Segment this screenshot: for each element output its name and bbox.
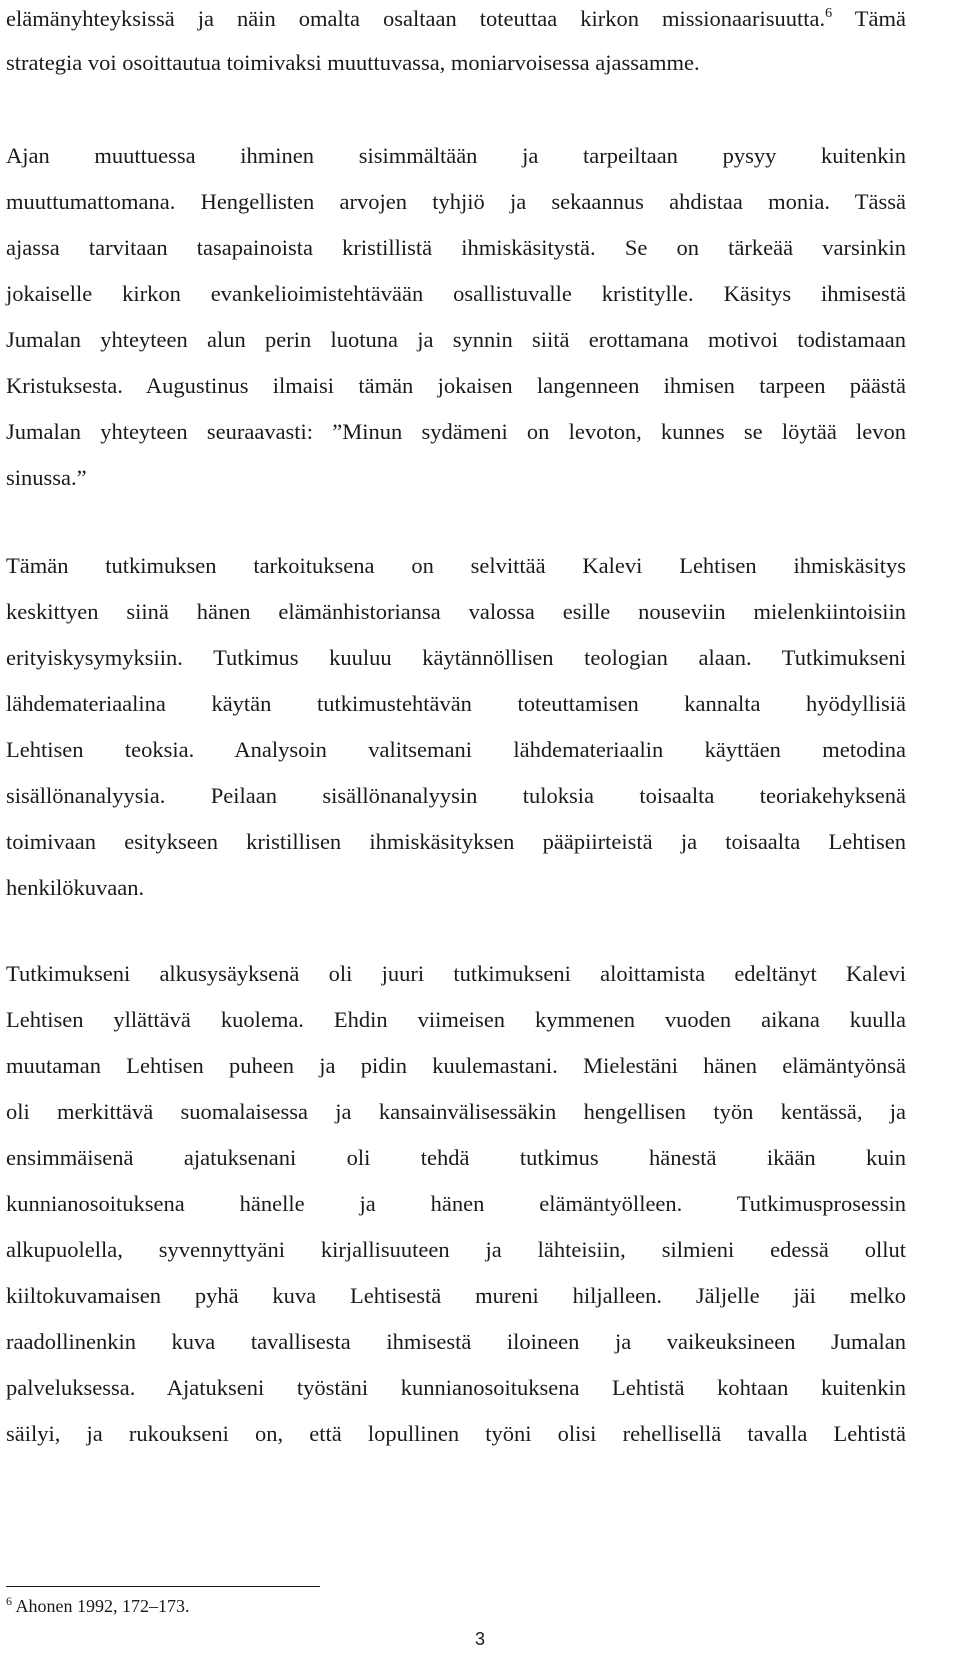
paragraph-line: sinussa.” [6,465,87,490]
paragraph-line: sisällönanalyysia. Peilaan sisällönanalyysin tuloksia toisaalta teoriakehyksenä [6,783,906,808]
paragraph-line: alkupuolella, syvennyttyäni kirjallisuuteen ja lähteisiin, silmieni edessä ollut [6,1237,906,1262]
paragraph-line: erityiskysymyksiin. Tutkimus kuuluu käytännöllisen teologian alaan. Tutkimukseni [6,645,906,670]
page-number: 3 [474,1629,485,1649]
paragraph-line: muuttumattomana. Hengellisten arvojen tyhjiö ja sekaannus ahdistaa monia. Tässä [6,189,906,214]
paragraph-line: keskittyen siinä hänen elämänhistoriansa valossa esille nouseviin mielenkiintoisiin [6,599,906,624]
paragraph-line: Lehtisen yllättävä kuolema. Ehdin viimeisen kymmenen vuoden aikana kuulla [6,1007,906,1032]
paragraph-line: kunnianosoituksena hänelle ja hänen elämäntyölleen. Tutkimusprosessin [6,1191,906,1216]
line-text: Tämä [832,6,906,31]
paragraph-line: muutaman Lehtisen puheen ja pidin kuulemastani. Mielestäni hänen elämäntyönsä [6,1053,906,1078]
footnote-separator [6,1586,320,1587]
paragraph-line: Kristuksesta. Augustinus ilmaisi tämän jokaisen langenneen ihmisen tarpeen päästä [6,373,906,398]
paragraph-line: palveluksessa. Ajatukseni työstäni kunnianosoituksena Lehtistä kohtaan kuitenkin [6,1375,906,1400]
paragraph-line: ensimmäisenä ajatuksenani oli tehdä tutkimus hänestä ikään kuin [6,1145,906,1170]
footnote-reference[interactable]: 6 [825,6,833,21]
paragraph-line: henkilökuvaan. [6,875,145,900]
paragraph-line: raadollinenkin kuva tavallisesta ihmisestä iloineen ja vaikeuksineen Jumalan [6,1329,906,1354]
paragraph-line: toimivaan esitykseen kristillisen ihmiskäsityksen pääpiirteistä ja toisaalta Lehtisen [6,829,906,854]
paragraph-line: Ajan muuttuessa ihminen sisimmältään ja tarpeiltaan pysyy kuitenkin [6,143,906,168]
footnote-text: Ahonen 1992, 172–173. [12,1596,190,1616]
footnote [6,1594,190,1616]
paragraph-line: Tämän tutkimuksen tarkoituksena on selvittää Kalevi Lehtisen ihmiskäsitys [6,553,906,578]
footnote-number: 6 [6,1594,12,1608]
paragraph-line: ajassa tarvitaan tasapainoista kristillistä ihmiskäsitystä. Se on tärkeää varsinkin [6,235,906,260]
paragraph-line [6,8,906,31]
paragraph-line: säilyi, ja rukoukseni on, että lopullinen työni olisi rehellisellä tavalla Lehtistä [6,1421,906,1446]
paragraph-line: Jumalan yhteyteen seuraavasti: ”Minun sydämeni on levoton, kunnes se löytää levon [6,419,906,444]
paragraph-line: kiiltokuvamaisen pyhä kuva Lehtisestä mureni hiljalleen. Jäljelle jäi melko [6,1283,906,1308]
paragraph-line: lähdemateriaalina käytän tutkimustehtävän toteuttamisen kannalta hyödyllisiä [6,691,906,716]
paragraph-line: Tutkimukseni alkusysäyksenä oli juuri tutkimukseni aloittamista edeltänyt Kalevi [6,961,906,986]
line-text: elämänyhteyksissä ja näin omalta osaltaan toteuttaa kirkon missionaarisuutta. [6,6,826,31]
paragraph-line: jokaiselle kirkon evankelioimistehtävään osallistuvalle kristitylle. Käsitys ihmisestä [6,281,906,306]
paragraph-line: oli merkittävä suomalaisessa ja kansainvälisessäkin hengellisen työn kentässä, ja [6,1099,906,1124]
paragraph-line: Lehtisen teoksia. Analysoin valitsemani lähdemateriaalin käyttäen metodina [6,737,906,762]
paragraph-line: strategia voi osoittautua toimivaksi muuttuvassa, moniarvoisessa ajassamme. [6,50,700,75]
paragraph-line: Jumalan yhteyteen alun perin luotuna ja synnin siitä erottamana motivoi todistamaan [6,327,906,352]
